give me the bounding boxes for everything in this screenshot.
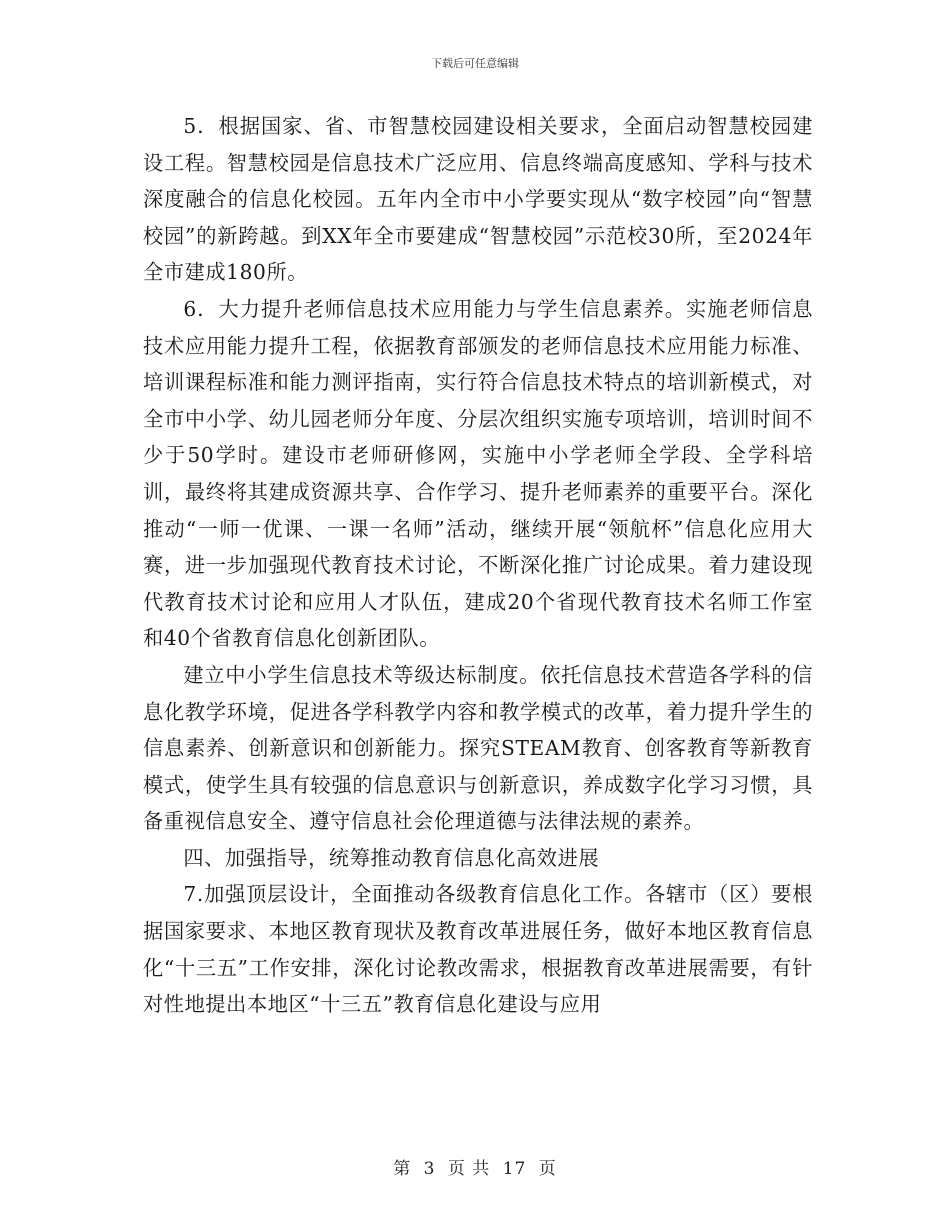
document-body — [143, 108, 813, 1023]
paragraph-6: 6．大力提升老师信息技术应用能力与学生信息素养。实施老师信息技术应用能力提升工程，依据教育部颁发的老师信息技术应用能力标准、培训课程标准和能力测评指南，实行符合信息技术特点的培训新模式，对全市中小学、幼儿园老师分年度、分层次组织实施专项培训，培训时间不少于50学时。建设市老师研修网，实施中小学老师全学段、全学科培训，最终将其建成资源共享、合作学习、提升老师素养的重要平台。深化推动“一师一优课、一课一名师”活动，继续开展“领航杯”信息化应用大赛，进一步加强现代教育技术讨论，不断深化推广讨论成果。着力建设现代教育技术讨论和应用人才队伍，建成20个省现代教育技术名师工作室和40个省教育信息化创新团队。 — [143, 296, 813, 651]
footer-middle: 页 共 — [447, 1159, 491, 1179]
footer-prefix: 第 — [393, 1159, 412, 1179]
section-heading-4: 四、加强指导，统筹推动教育信息化高效进展 — [183, 845, 600, 870]
paragraph-5: 5．根据国家、省、市智慧校园建设相关要求，全面启动智慧校园建设工程。智慧校园是信息技术广泛应用、信息终端高度感知、学科与技术深度融合的信息化校园。五年内全市中小学要实现从“数字校园”向“智慧校园”的新跨越。到XX年全市要建成“智慧校园”示范校30所，至2024年全市建成180所。 — [143, 114, 813, 285]
current-page-number: 3 — [423, 1159, 436, 1179]
page-header: 下载后可任意编辑 — [431, 57, 519, 70]
total-pages: 17 — [502, 1159, 527, 1179]
page-footer — [0, 1154, 950, 1179]
paragraph-student-literacy: 建立中小学生信息技术等级达标制度。依托信息技术营造各学科的信息化教学环境，促进各学科教学内容和教学模式的改革，着力提升学生的信息素养、创新意识和创新能力。探究STEAM教育、创客教育等新教育模式，使学生具有较强的信息意识与创新意识，养成数字化学习习惯，具备重视信息安全、遵守信息社会伦理道德与法律法规的素养。 — [143, 662, 813, 834]
paragraph-7: 7.加强顶层设计，全面推动各级教育信息化工作。各辖市（区）要根据国家要求、本地区教育现状及教育改革进展任务，做好本地区教育信息化“十三五”工作安排，深化讨论教改需求，根据教育改革进展需要，有针对性地提出本地区“十三五”教育信息化建设与应用 — [143, 882, 813, 1017]
footer-suffix: 页 — [538, 1159, 557, 1179]
